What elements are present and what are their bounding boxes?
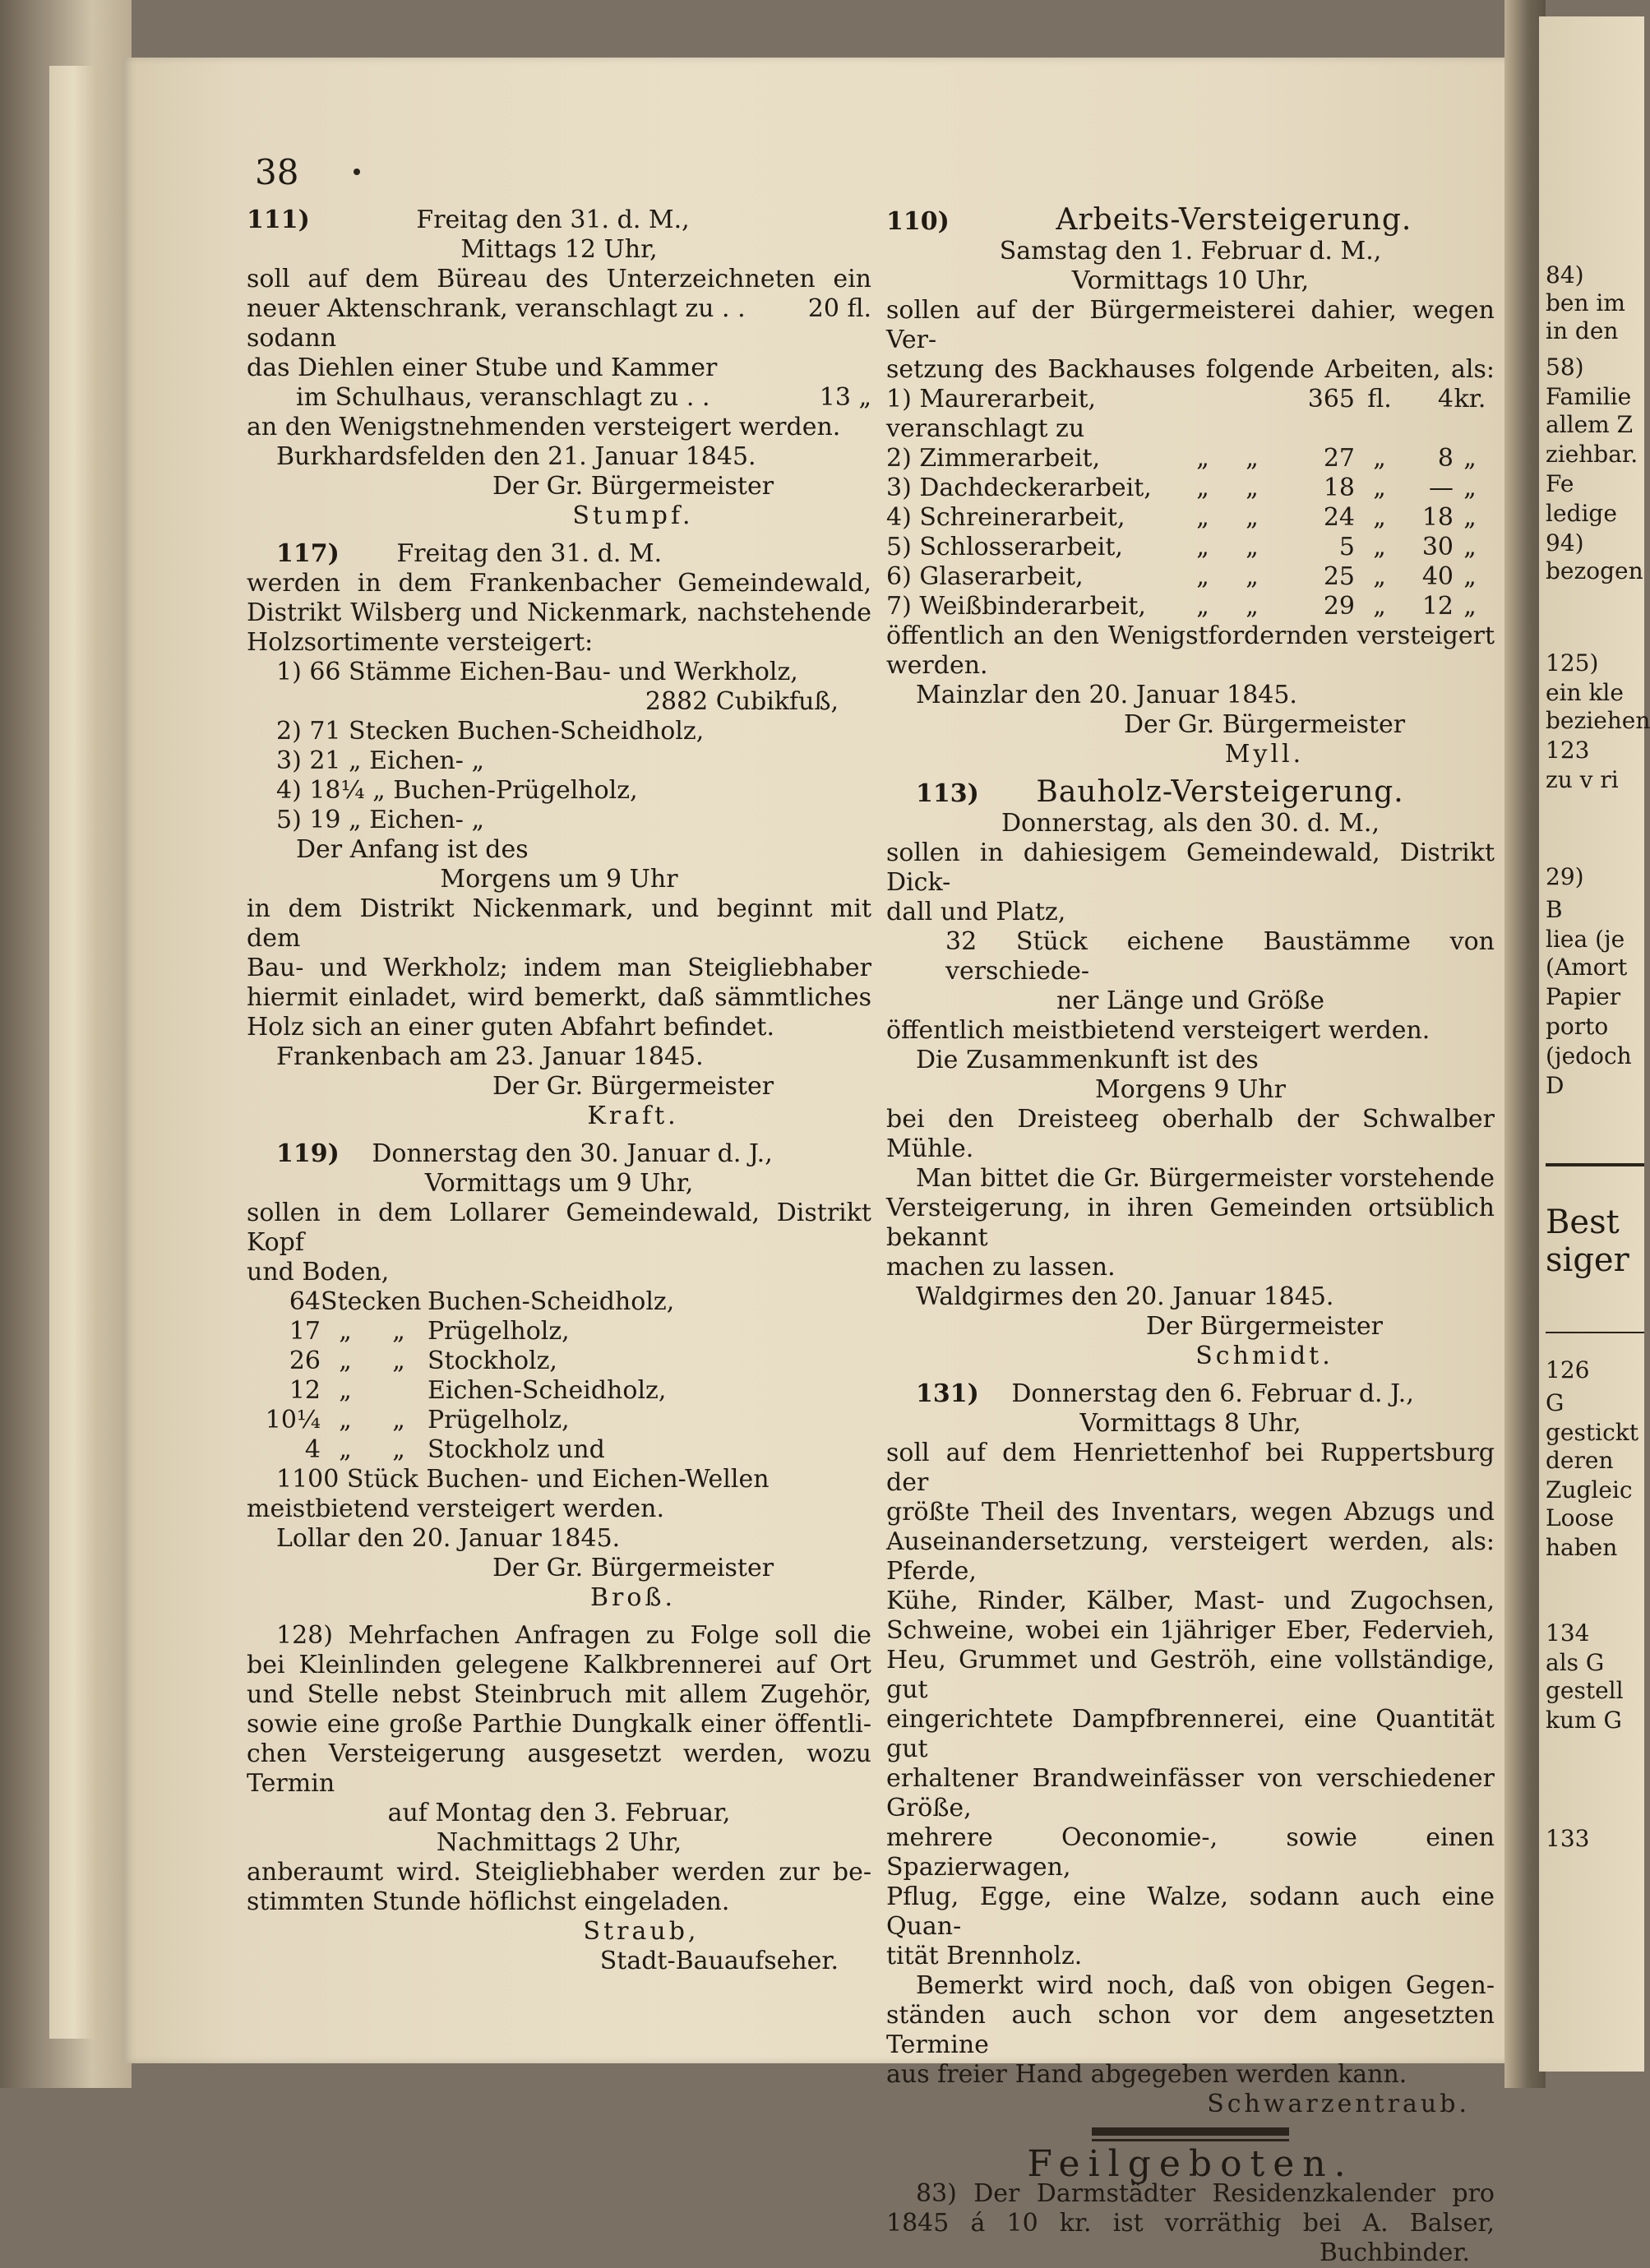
facing-page-text: ledige	[1546, 500, 1617, 527]
facing-page-text: kum G	[1546, 1707, 1622, 1734]
notice-time: Vormittags 10 Uhr,	[1071, 266, 1310, 295]
work-item-q2: „	[1246, 503, 1259, 532]
work-item-label: 4) Schreinerarbeit,	[886, 503, 1125, 532]
text-line: neuer Aktenschrank, veranschlagt zu . .	[247, 294, 746, 323]
work-item-u2: „	[1463, 473, 1477, 502]
text-line: ständen auch schon vor dem angesetzten Termine	[886, 2001, 1495, 2059]
notice-date: Freitag den 31. d. M.	[396, 539, 663, 568]
text-line: ner Länge und Größe	[1056, 986, 1325, 1015]
facing-page-text: siger	[1546, 1241, 1629, 1279]
notice-131	[886, 1379, 1495, 2119]
wood-row	[247, 1435, 871, 1465]
price: 20 fl.	[807, 294, 871, 323]
wood-row	[247, 1376, 871, 1406]
notice-number: 113)	[916, 779, 979, 808]
wood-cell: „	[392, 1435, 405, 1464]
text-line: aus freier Hand abgegeben werden kann.	[886, 2060, 1407, 2089]
facing-page-text: 126	[1546, 1356, 1590, 1383]
notice-117	[247, 539, 871, 1131]
signature-title: Der Gr. Bürgermeister	[492, 1072, 774, 1101]
text-line: sowie eine große Parthie Dungkalk einer öffentli-	[247, 1710, 871, 1739]
notice-time: Vormittags um 9 Uhr,	[424, 1169, 694, 1198]
facing-page-text: B	[1546, 896, 1563, 923]
work-item-label: 2) Zimmerarbeit,	[886, 444, 1101, 473]
wood-cell: Eichen-Scheidholz,	[428, 1376, 667, 1405]
text-line: Holz sich an einer guten Abfahrt befindet.	[247, 1013, 774, 1042]
text-line: 83) Der Darmstädter Residenzkalender pro	[916, 2179, 1495, 2208]
text-line: öffentlich meistbietend versteigert werden.	[886, 1016, 1430, 1045]
text-line: setzung des Backhauses folgende Arbeiten, als:	[886, 355, 1495, 384]
text-line: Nachmittags 2 Uhr,	[436, 1828, 682, 1857]
work-item-fl: 25	[1323, 562, 1355, 591]
facing-page-text: porto	[1546, 1013, 1609, 1040]
facing-page-text: 84)	[1546, 261, 1584, 289]
text-line: 32 Stück eichene Baustämme von verschiede-	[945, 927, 1495, 986]
text-line: soll auf dem Henriettenhof bei Ruppertsburg der	[886, 1439, 1495, 1497]
signature-name: Kraft.	[587, 1102, 679, 1130]
signature-title: Der Bürgermeister	[1145, 1312, 1384, 1341]
facing-page-text: 123	[1546, 737, 1590, 764]
text-line: in dem Distrikt Nickenmark, und beginnt mit dem	[247, 894, 871, 953]
work-item-q2: „	[1246, 562, 1259, 591]
work-item-row	[886, 385, 1495, 444]
work-item-label: 3) Dachdeckerarbeit,	[886, 473, 1152, 502]
text-line: Morgens 9 Uhr	[1095, 1075, 1286, 1104]
text-line: Schweine, wobei ein 1jähriger Eber, Federvieh,	[886, 1616, 1495, 1645]
price: 13 „	[819, 383, 871, 412]
wood-cell: Stockholz und	[428, 1435, 605, 1464]
work-item-fl: 29	[1323, 592, 1355, 621]
text-line: Bemerkt wird noch, daß von obigen Gegen-	[916, 1971, 1495, 2000]
text-line: Holzsortimente versteigert:	[247, 628, 594, 657]
work-item-label: 6) Glaserarbeit,	[886, 562, 1084, 591]
wood-cell: „	[339, 1376, 352, 1405]
work-item-kr: 4	[1437, 385, 1454, 413]
wood-cell: „	[339, 1317, 352, 1346]
text-line: eingerichtete Dampfbrennerei, eine Quantität gut	[886, 1705, 1495, 1763]
work-item-q1: „	[1196, 533, 1209, 561]
notice-number: 110)	[886, 207, 950, 236]
work-item-row	[886, 473, 1495, 503]
work-item-kr: 30	[1421, 533, 1454, 561]
notice-number: 119)	[276, 1139, 340, 1168]
work-item-q1: „	[1196, 473, 1209, 502]
work-item-row	[886, 533, 1495, 562]
work-item-q1: „	[1196, 592, 1209, 621]
work-item-u1: „	[1373, 562, 1386, 591]
work-item-kr: 18	[1421, 503, 1454, 532]
list-item: 2882 Cubikfuß,	[645, 687, 839, 716]
work-item-fl: 365	[1307, 385, 1355, 413]
wood-cell: „	[392, 1406, 405, 1434]
wood-cell: 64	[289, 1287, 321, 1316]
notice-128	[247, 1621, 871, 1976]
text-line: auf Montag den 3. Februar,	[387, 1799, 731, 1827]
signature-title: Stadt-Bauaufseher.	[599, 1947, 839, 1975]
work-item-label: 7) Weißbinderarbeit,	[886, 592, 1146, 621]
work-item-kr: 12	[1421, 592, 1454, 621]
work-item-u1: fl.	[1367, 385, 1392, 413]
facing-page-text: ben im	[1546, 289, 1625, 316]
facing-page-text: gestickt	[1546, 1419, 1638, 1446]
facing-page-text: zu v ri	[1546, 766, 1619, 793]
text-line: sollen auf der Bürgermeisterei dahier, wegen Ver-	[886, 296, 1495, 354]
text-line: Versteigerung, in ihren Gemeinden ortsüblich bekannt	[886, 1194, 1495, 1252]
work-item-q1: „	[1196, 444, 1209, 473]
work-item-u1: „	[1373, 592, 1386, 621]
notice-date: Samstag den 1. Februar d. M.,	[999, 237, 1382, 266]
notice-heading: Arbeits-Versteigerung.	[1056, 203, 1412, 237]
wood-cell: 10¼	[265, 1406, 321, 1434]
work-item-q2: „	[1246, 473, 1259, 502]
work-item-u1: „	[1373, 533, 1386, 561]
text-line: stimmten Stunde höflichst eingeladen.	[247, 1887, 730, 1916]
work-item-u2: „	[1463, 592, 1477, 621]
text-line: Distrikt Wilsberg und Nickenmark, nachstehende	[247, 598, 871, 627]
text-line: und Boden,	[247, 1258, 390, 1286]
text-line: an den Wenigstnehmenden versteigert werden.	[247, 413, 841, 441]
text-line: 1845 á 10 kr. ist vorräthig bei A. Balser,	[886, 2209, 1495, 2238]
work-item-kr: 40	[1421, 562, 1454, 591]
text-line: bei den Dreisteeg oberhalb der Schwalber Mühle.	[886, 1105, 1495, 1163]
text-line: das Diehlen einer Stube und Kammer	[247, 353, 718, 382]
signature-name: Schwarzentraub.	[1207, 2090, 1470, 2118]
signature-name: Myll.	[1224, 740, 1305, 769]
text-line: werden in dem Frankenbacher Gemeindewald,	[247, 569, 871, 598]
wood-row	[247, 1346, 871, 1376]
facing-page-text: (jedoch	[1546, 1042, 1632, 1069]
text-line: meistbietend versteigert werden.	[247, 1494, 664, 1523]
text-line: chen Versteigerung ausgesetzt werden, wozu Termin	[247, 1739, 871, 1798]
list-item: 2) 71 Stecken Buchen-Scheidholz,	[276, 717, 705, 746]
text-line: sollen in dahiesigem Gemeindewald, Distrikt Dick-	[886, 838, 1495, 897]
feilgeboten-section	[886, 2143, 1495, 2268]
notice-heading: Bauholz-Versteigerung.	[1036, 775, 1404, 809]
signature-name: Straub,	[583, 1917, 700, 1946]
work-item-fl: 24	[1323, 503, 1355, 532]
book-left-edge	[0, 0, 132, 2088]
work-item-q1: „	[1196, 503, 1209, 532]
work-item-fl: 27	[1323, 444, 1355, 473]
text-line: erhaltener Brandweinfässer von verschiedener Größe,	[886, 1764, 1495, 1822]
place-date: Lollar den 20. Januar 1845.	[276, 1524, 621, 1553]
text-line: Morgens um 9 Uhr	[440, 865, 678, 894]
wood-cell: Prügelholz,	[428, 1317, 570, 1346]
work-item-u2: „	[1463, 533, 1477, 561]
work-item-q2: „	[1246, 592, 1259, 621]
signature-name: Broß.	[589, 1583, 677, 1612]
notice-119	[247, 1139, 871, 1613]
facing-page-text: 133	[1546, 1825, 1590, 1852]
text-line: dall und Platz,	[886, 898, 1066, 926]
text-line: 128) Mehrfachen Anfragen zu Folge soll die	[276, 1621, 871, 1650]
list-item: 3) 21 „ Eichen- „	[276, 746, 485, 775]
work-item-u2: „	[1463, 444, 1477, 473]
facing-page-text: 94)	[1546, 529, 1584, 557]
notice-113	[886, 775, 1495, 1371]
signature-title: Buchbinder.	[1319, 2238, 1470, 2267]
text-line: im Schulhaus, veranschlagt zu . .	[296, 383, 710, 412]
wood-cell: 26	[289, 1346, 321, 1375]
notice-111	[247, 206, 871, 531]
text-line: tität Brennholz.	[886, 1942, 1083, 1970]
work-item-row	[886, 503, 1495, 533]
middle-column	[886, 203, 1495, 2268]
facing-page-text: D	[1546, 1072, 1564, 1099]
section-divider-thin	[1092, 2139, 1289, 2141]
text-line: Die Zusammenkunft ist des	[916, 1046, 1259, 1074]
text-line: soll auf dem Büreau des Unterzeichneten ein	[247, 265, 871, 293]
text-line: mehrere Oeconomie-, sowie einen Spazierwagen,	[886, 1823, 1495, 1882]
work-item-u1: „	[1373, 503, 1386, 532]
work-item-q2: „	[1246, 533, 1259, 561]
wood-row	[247, 1317, 871, 1346]
wood-cell: „	[392, 1317, 405, 1346]
text-line: hiermit einladet, wird bemerkt, daß sämmtliches	[247, 983, 871, 1012]
facing-page-rule	[1546, 1163, 1644, 1166]
wood-cell: „	[392, 1346, 405, 1375]
facing-page-text: deren	[1546, 1447, 1614, 1474]
facing-page-text: beziehen	[1546, 707, 1650, 734]
facing-page-text: in den	[1546, 317, 1619, 344]
work-item-u1: „	[1373, 473, 1386, 502]
facing-page-text: Familie	[1546, 383, 1632, 410]
work-item-kr: —	[1429, 473, 1454, 502]
notice-date: Donnerstag den 6. Februar d. J.,	[1011, 1379, 1414, 1408]
notice-time: Vormittags 8 Uhr,	[1079, 1409, 1301, 1438]
notice-date: Donnerstag den 30. Januar d. J.,	[372, 1139, 773, 1168]
work-item-kr: 8	[1437, 444, 1454, 473]
work-item-u2: kr.	[1454, 385, 1486, 413]
text-line: sollen in dem Lollarer Gemeindewald, Distrikt Kopf	[247, 1199, 871, 1257]
notice-number: 131)	[916, 1379, 979, 1408]
facing-page-text: Fe	[1546, 470, 1574, 497]
work-item-q2: „	[1246, 444, 1259, 473]
work-item-label: 5) Schlosserarbeit,	[886, 533, 1123, 561]
facing-page-text: 134	[1546, 1619, 1590, 1647]
wood-cell: Stockholz,	[428, 1346, 557, 1375]
wood-cell: Stecken	[321, 1287, 422, 1316]
wood-cell: 17	[289, 1317, 321, 1346]
page-number: 38	[255, 152, 299, 192]
facing-page-text: 125)	[1546, 649, 1599, 677]
text-line: Pflug, Egge, eine Walze, sodann auch eine Quan-	[886, 1882, 1495, 1941]
facing-page-text: Loose	[1546, 1504, 1615, 1531]
work-item-fl: 18	[1323, 473, 1355, 502]
work-item-q1: „	[1196, 562, 1209, 591]
facing-page-text: ziehbar.	[1546, 441, 1638, 468]
facing-page-text: Zugleic	[1546, 1476, 1633, 1504]
work-item-u1: „	[1373, 444, 1386, 473]
facing-page-text: als G	[1546, 1649, 1605, 1676]
wood-cell: „	[339, 1406, 352, 1434]
text-line: werden.	[886, 651, 988, 680]
text-line: Kühe, Rinder, Kälber, Mast- und Zugochsen,	[886, 1587, 1495, 1615]
text-line: größte Theil des Inventars, wegen Abzugs und	[886, 1498, 1495, 1527]
work-item-fl: 5	[1338, 533, 1355, 561]
work-item-label: 1) Maurerarbeit, veranschlagt zu	[886, 385, 1097, 443]
wood-cell: „	[339, 1346, 352, 1375]
facing-page-text: bezogen	[1546, 557, 1643, 584]
work-item-u2: „	[1463, 503, 1477, 532]
work-item-u2: „	[1463, 562, 1477, 591]
text-line: Auseinandersetzung, versteigert werden, als: Pferde,	[886, 1527, 1495, 1586]
section-divider	[1092, 2127, 1289, 2136]
wood-row	[247, 1406, 871, 1435]
facing-page-text: (Amort	[1546, 954, 1628, 981]
facing-page-text: ein kle	[1546, 679, 1624, 706]
place-date: Burkhardsfelden den 21. Januar 1845.	[276, 442, 756, 471]
work-item-row	[886, 592, 1495, 621]
facing-page-text: G	[1546, 1389, 1564, 1416]
facing-page-text: gestell	[1546, 1677, 1624, 1704]
wood-list	[247, 1287, 871, 1465]
list-item: 1) 66 Stämme Eichen-Bau- und Werkholz,	[276, 658, 798, 686]
notice-date: Donnerstag, als den 30. d. M.,	[1001, 809, 1380, 838]
work-items-list	[886, 385, 1495, 621]
place-date: Mainzlar den 20. Januar 1845.	[916, 681, 1297, 709]
text-line: machen zu lassen.	[886, 1253, 1116, 1282]
facing-page-text: Papier	[1546, 983, 1621, 1010]
place-date: Waldgirmes den 20. Januar 1845.	[916, 1282, 1334, 1311]
notice-number: 111)	[247, 206, 310, 234]
signature-name: Stumpf.	[572, 501, 694, 530]
signature-title: Der Gr. Bürgermeister	[1123, 710, 1406, 739]
place-date: Frankenbach am 23. Januar 1845.	[276, 1042, 704, 1071]
text-line: anberaumt wird. Steigliebhaber werden zur be-	[247, 1858, 871, 1887]
text-line: Heu, Grummet und Geströh, eine vollständige, gut	[886, 1646, 1495, 1704]
wood-cell: Buchen-Scheidholz,	[428, 1287, 675, 1316]
facing-page-rule	[1546, 1332, 1644, 1333]
facing-page-text: 29)	[1546, 863, 1584, 890]
notice-110	[886, 203, 1495, 769]
text-line: sodann	[247, 324, 337, 353]
notice-time: Mittags 12 Uhr,	[460, 235, 658, 264]
work-item-row	[886, 562, 1495, 592]
text-line: Man bittet die Gr. Bürgermeister vorstehende	[916, 1164, 1495, 1193]
text-line: Der Anfang ist des	[296, 835, 529, 864]
text-line: 1100 Stück Buchen- und Eichen-Wellen	[276, 1465, 770, 1494]
text-line: öffentlich an den Wenigstfordernden versteigert	[886, 621, 1495, 650]
wood-row	[247, 1287, 871, 1317]
wood-cell: 12	[289, 1376, 321, 1405]
text-line: und Stelle nebst Steinbruch mit allem Zugehör,	[247, 1680, 871, 1709]
notice-number: 117)	[276, 539, 340, 568]
work-item-row	[886, 444, 1495, 473]
wood-cell: Prügelholz,	[428, 1406, 570, 1434]
page-mark	[354, 169, 360, 175]
left-column	[247, 206, 871, 1976]
notice-date: Freitag den 31. d. M.,	[416, 206, 690, 234]
signature-title: Der Gr. Bürgermeister	[492, 1554, 774, 1582]
wood-cell: „	[339, 1435, 352, 1464]
facing-page-text: haben	[1546, 1534, 1618, 1561]
list-item: 5) 19 „ Eichen- „	[276, 806, 485, 834]
text-line: bei Kleinlinden gelegene Kalkbrennerei auf Ort	[247, 1651, 871, 1679]
section-title: Feilgeboten.	[1027, 2143, 1354, 2185]
text-line: Bau- und Werkholz; indem man Steigliebhaber	[247, 954, 871, 982]
facing-page-text: allem Z	[1546, 411, 1634, 438]
facing-page-text: 58)	[1546, 353, 1584, 381]
signature-name: Schmidt.	[1195, 1342, 1333, 1370]
list-item: 4) 18¼ „ Buchen-Prügelholz,	[276, 776, 638, 805]
facing-page-text: Best	[1546, 1203, 1620, 1241]
signature-title: Der Gr. Bürgermeister	[492, 472, 774, 501]
wood-cell: 4	[304, 1435, 321, 1464]
facing-page-text: liea (je	[1546, 926, 1625, 953]
